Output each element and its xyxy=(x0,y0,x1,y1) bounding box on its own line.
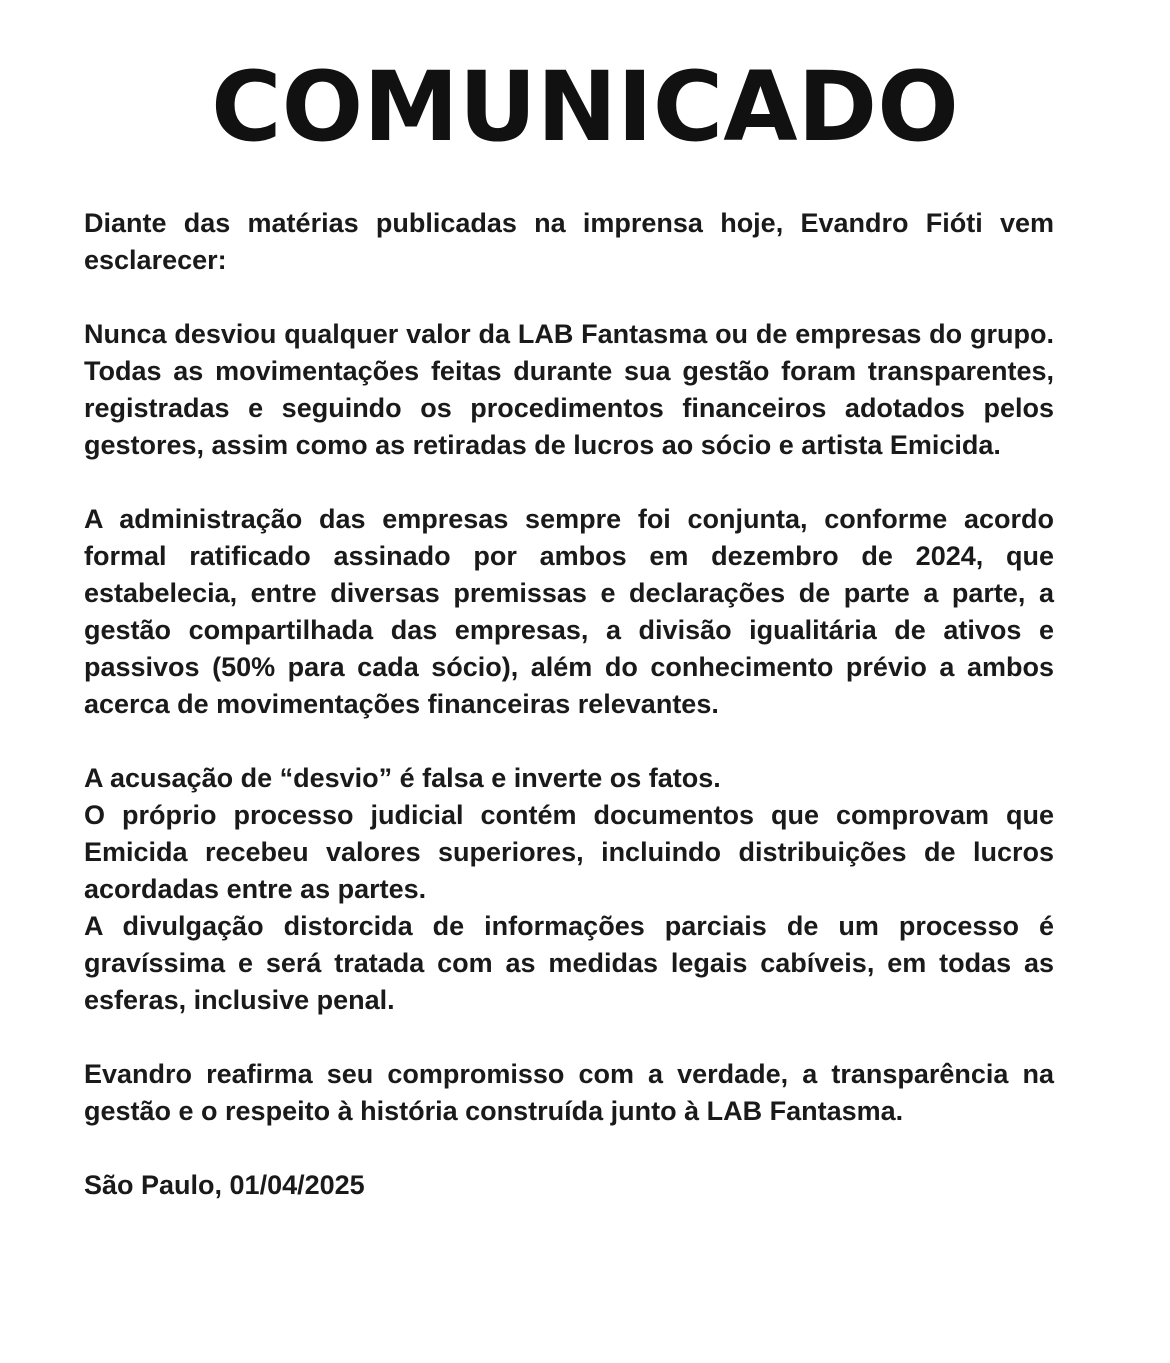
paragraph-false-accusation: A acusação de “desvio” é falsa e inverte os fatos. xyxy=(84,763,721,793)
paragraph-judicial-process: O próprio processo judicial contém documentos que comprovam que Emicida recebeu valores superiores, incluindo distribuições de lucros acordadas entre as partes. xyxy=(84,800,1054,904)
paragraph-no-diversion: Nunca desviou qualquer valor da LAB Fantasma ou de empresas do grupo. Todas as movimentações feitas durante sua gestão foram transparentes, registradas e seguindo os procedimentos financeiros adotados pelos gestores, assim como as retiradas de lucros ao sócio e artista Emicida. xyxy=(84,319,1054,460)
paragraph-joint-administration: A administração das empresas sempre foi conjunta, conforme acordo formal ratificado assinado por ambos em dezembro de 2024, que estabelecia, entre diversas premissas e declarações de parte a parte, a gestão compartilhada das empresas, a divisão igualitária de ativos e passivos (50% para cada sócio), além do conhecimento prévio a ambos acerca de movimentações financeiras relevantes. xyxy=(84,504,1054,719)
document-title: COMUNICADO xyxy=(211,51,959,163)
paragraph-legal-measures: A divulgação distorcida de informações parciais de um processo é gravíssima e será tratada com as medidas legais cabíveis, em todas as esferas, inclusive penal. xyxy=(84,911,1054,1015)
paragraph-intro: Diante das matérias publicadas na imprensa hoje, Evandro Fióti vem esclarecer: xyxy=(84,208,1054,275)
document-body xyxy=(84,205,1054,1204)
place-and-date: São Paulo, 01/04/2025 xyxy=(84,1170,365,1200)
paragraph-reaffirmation: Evandro reafirma seu compromisso com a verdade, a transparência na gestão e o respeito à história construída junto à LAB Fantasma. xyxy=(84,1059,1054,1126)
